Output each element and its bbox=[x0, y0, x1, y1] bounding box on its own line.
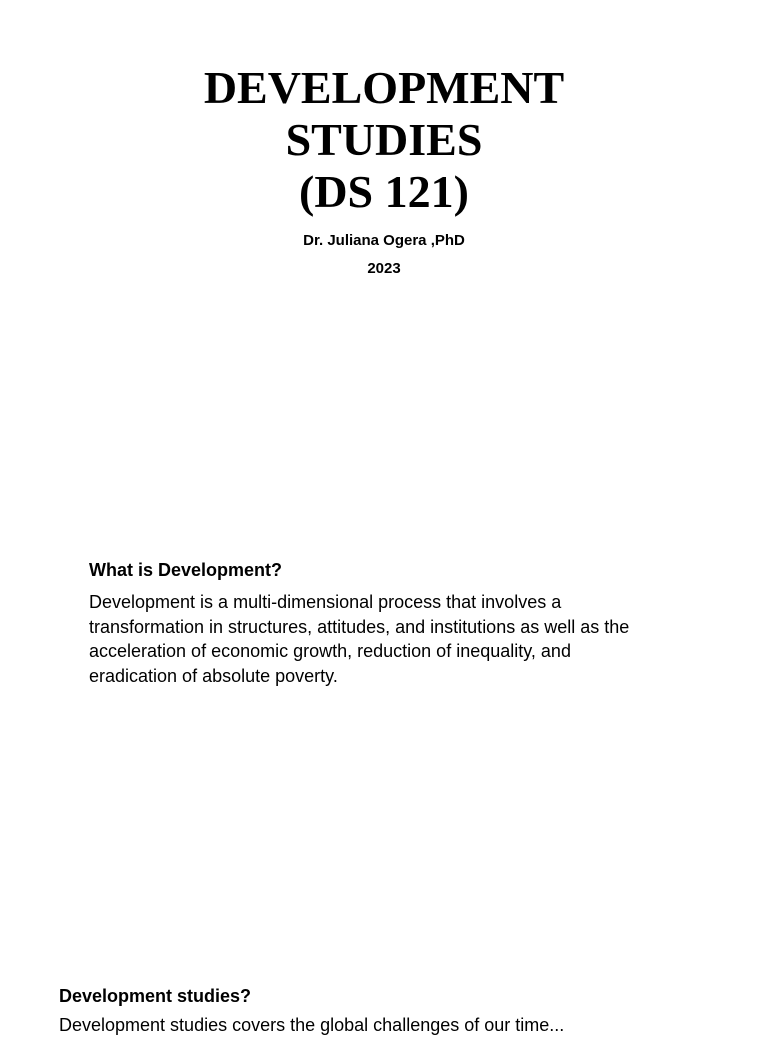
author-name: Dr. Juliana Ogera ,PhD bbox=[303, 232, 465, 249]
body-line: Development studies covers the global challenges of our time... bbox=[59, 1015, 565, 1035]
publication-year: 2023 bbox=[367, 260, 401, 277]
document-title bbox=[0, 62, 768, 218]
title-line: (DS 121) bbox=[299, 166, 469, 217]
title-line: DEVELOPMENT bbox=[203, 62, 565, 113]
title-line: STUDIES bbox=[285, 114, 483, 165]
body-line: transformation in structures, attitudes, and institutions as well as the bbox=[89, 616, 630, 637]
section-body-what-is-development bbox=[89, 590, 729, 688]
body-line: acceleration of economic growth, reduction of inequality, and bbox=[89, 641, 571, 661]
section-heading-development-studies: Development studies? bbox=[59, 986, 252, 1006]
section-body-development-studies bbox=[59, 1013, 739, 1038]
body-line: Development is a multi-dimensional process that involves a bbox=[89, 592, 562, 612]
body-line: eradication of absolute poverty. bbox=[89, 665, 338, 686]
section-heading-what-is-development: What is Development? bbox=[89, 560, 283, 580]
